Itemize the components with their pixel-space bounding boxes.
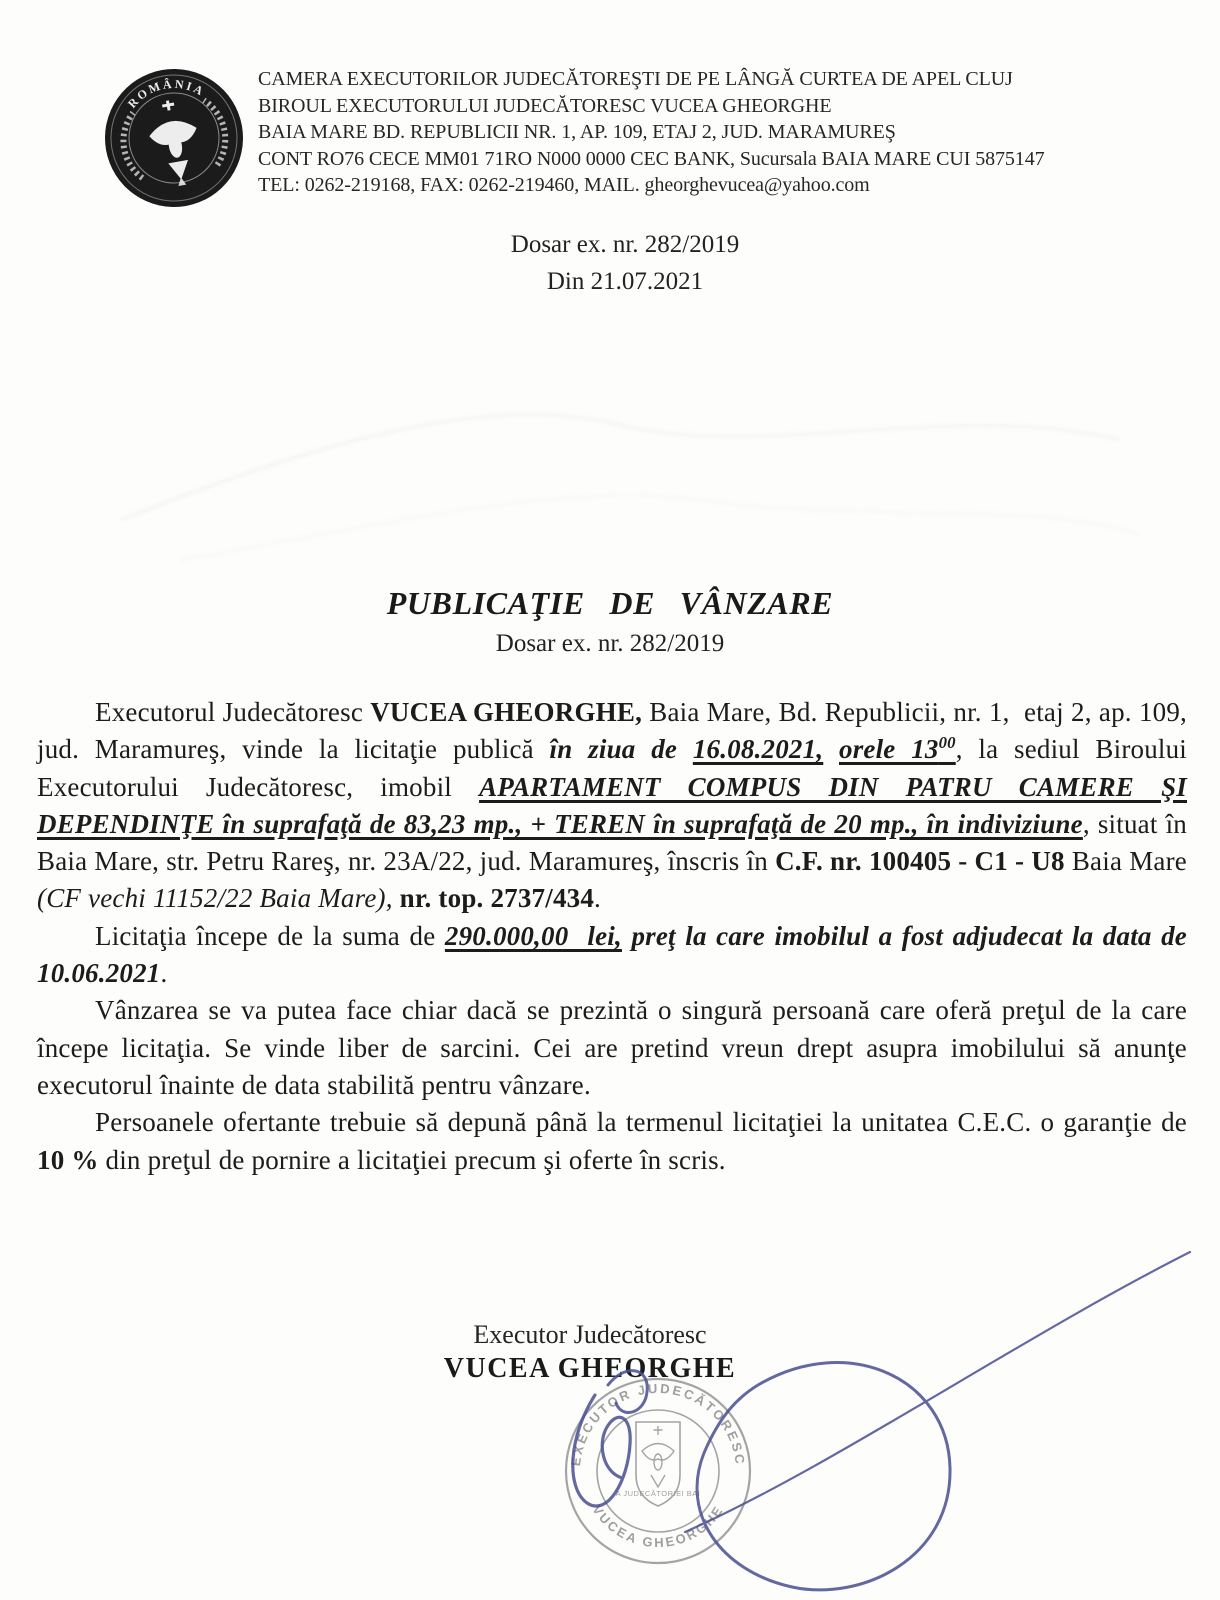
document-title: PUBLICAŢIE DE VÂNZARE <box>386 585 834 621</box>
letterhead-line-office: BIROUL EXECUTORULUI JUDECĂTORESC VUCEA GHEORGHE <box>258 94 832 117</box>
body-segment-price: 290.000,00 lei, <box>444 920 622 951</box>
paragraph-starting-price <box>37 918 1187 993</box>
body-segment-guarantee-percent: 10 % <box>37 1144 99 1175</box>
body-segment-property-description: APARTAMENT COMPUS DIN PATRU CAMERE ŞI DEPENDINŢE în suprafaţă de 83,23 mp., + TEREN în suprafaţă de 20 mp., în indiviziune <box>37 771 1187 839</box>
letterhead <box>258 66 1158 199</box>
seal-country-label: ROMÂNIA <box>124 76 208 111</box>
national-seal-logo <box>100 60 250 220</box>
body-segment: Executorul Judecătoresc <box>95 697 371 727</box>
seal-emblem <box>100 60 250 218</box>
scan-artifact-smudge <box>60 330 1180 580</box>
document-subtitle: Dosar ex. nr. 282/2019 <box>495 630 725 657</box>
signature-role: Executor Judecătoresc <box>473 1320 707 1349</box>
paragraph-sale-conditions <box>37 992 1187 1104</box>
hour-minutes-superscript: 00 <box>938 733 956 753</box>
paragraph-auction-notice <box>37 694 1187 918</box>
stamp-eagle <box>642 1426 674 1487</box>
body-segment-adjudication: preţ la care imobilul a fost adjudecat la data de 10.06.2021 <box>37 920 1187 989</box>
body-segment-old-registry: (CF vechi 11152/22 Baia Mare), <box>37 883 393 914</box>
letterhead-line-chamber: CAMERA EXECUTORILOR JUDECĂTOREŞTI DE PE LÂNGĂ CURTEA DE APEL CLUJ <box>258 68 1013 90</box>
body-segment: Licitaţia începe de la suma de <box>95 920 445 951</box>
body-segment: , la sediul Biroului Executorului Judecătoresc, imobil <box>37 734 1188 802</box>
body-segment-auction-hour <box>839 734 956 764</box>
title-block <box>0 585 1220 658</box>
case-reference <box>30 226 1220 300</box>
body-segment-executor-name: VUCEA GHEORGHE, <box>370 697 643 727</box>
body-segment: Persoanele ofertante trebuie să depună până la termenul licitaţiei la unitatea C.E.C. o garanţie de <box>95 1107 1187 1138</box>
body-segment: . <box>160 958 168 989</box>
body-segment: Baia Mare <box>1064 846 1187 877</box>
body-segment-topographic-number: nr. top. 2737/434 <box>399 883 595 914</box>
paragraph-guarantee <box>37 1104 1187 1179</box>
document-body <box>37 694 1187 1179</box>
body-segment-auction-date: 16.08.2021, <box>692 734 824 765</box>
stamp-ring-top-text: EXECUTOR JUDECĂTORESC <box>568 1380 748 1467</box>
body-segment-land-registry: C.F. nr. 100405 - C1 - U8 <box>775 846 1065 877</box>
signature-long-stroke <box>685 1252 1190 1532</box>
case-date: Din 21.07.2021 <box>546 268 704 295</box>
body-segment: Vânzarea se va putea face chiar dacă se prezintă o singură persoană care oferă preţul de la care începe licitaţia. Se vinde liber de sarcini. Cei are pretind vreun drept asupra imobilului să anunţe executorul înainte de data stabilită pentru vânzare. <box>37 995 1187 1100</box>
letterhead-line-bank-account: CONT RO76 CECE MM01 71RO N000 0000 CEC BANK, Sucursala BAIA MARE CUI 5875147 <box>258 147 1045 170</box>
letterhead-line-contact: TEL: 0262-219168, FAX: 0262-219460, MAIL. gheorghevucea@yahoo.com <box>258 174 870 196</box>
letterhead-line-address: BAIA MARE BD. REPUBLICII NR. 1, AP. 109, ETAJ 2, JUD. MARAMUREŞ <box>258 121 896 143</box>
body-segment: din preţul de pornire a licitaţiei precum şi oferte în scris. <box>98 1144 726 1175</box>
signature-name: VUCEA GHEORGHE <box>443 1353 737 1384</box>
body-segment <box>823 734 839 764</box>
body-segment: Baia Mare, Bd. Republicii, nr. 1, etaj 2, ap. 109, jud. Maramureş, vinde la licitaţie publică <box>37 697 1187 765</box>
stamp-and-signature <box>500 1230 1220 1600</box>
body-segment: . <box>594 883 601 914</box>
case-number: Dosar ex. nr. 282/2019 <box>510 231 740 258</box>
stamp-inner-text: A JUDECĂTORIEI BAI <box>615 1489 701 1498</box>
body-segment: , situat în Baia Mare, str. Petru Rareş, nr. 23A/22, jud. Maramureş, înscris în <box>37 808 1187 877</box>
stamp-ring-bottom-text: VUCEA GHEORGHE <box>589 1502 727 1551</box>
signature-big-loop <box>697 1363 950 1590</box>
body-segment <box>393 883 400 913</box>
body-segment: în ziua de <box>549 734 693 765</box>
hour-text: orele 13 <box>839 734 939 765</box>
